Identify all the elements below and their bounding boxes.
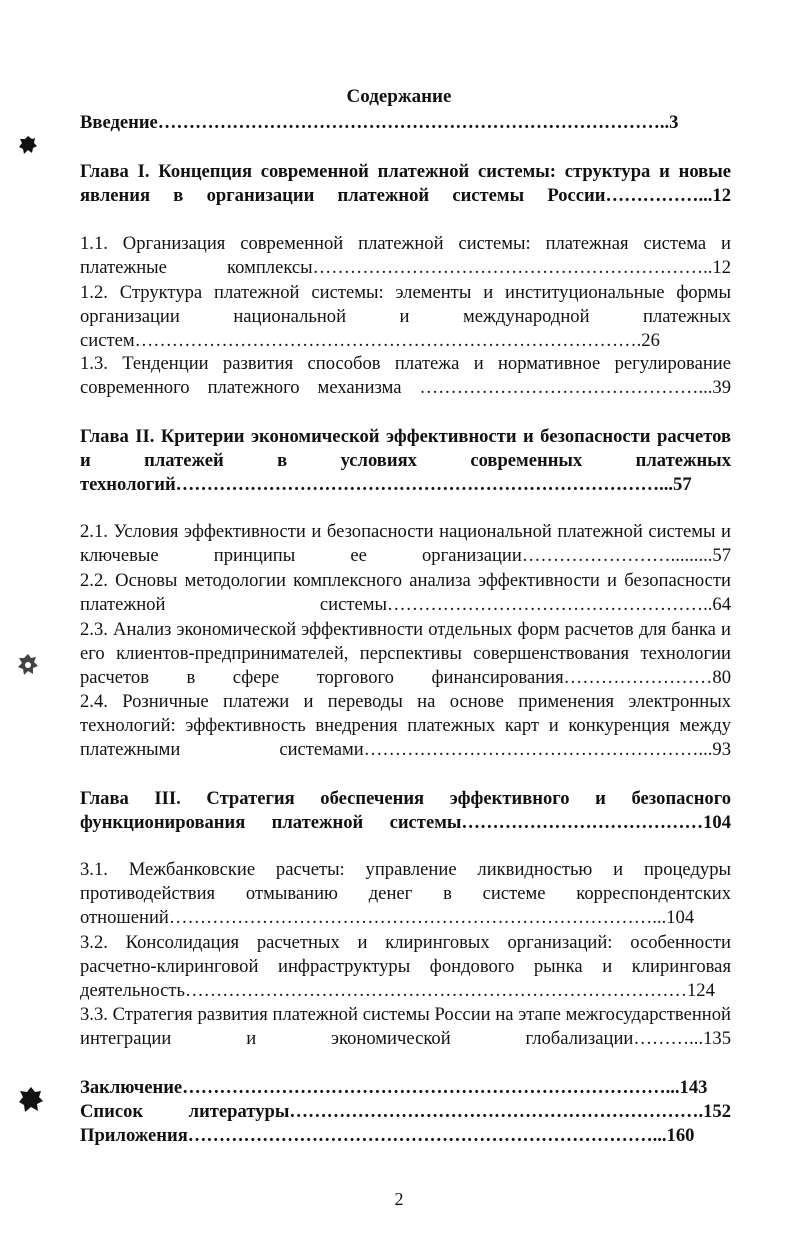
toc-entry-conclusion: Заключение……………………………………………………………………...143 [80,1077,708,1098]
toc-chapter-2: Глава II. Критерии экономической эффективности и безопасности расчетов и платежей в условиях современных платежных технологий……………………………………………………………………...57 [80,426,731,496]
toc-entry-introduction: Введение………………………………………………………………………..3 [80,112,679,133]
toc-section-2-3: 2.3. Анализ экономической эффективности отдельных форм расчетов для банка и его клиентов-предпринимателей, перспективы совершенствования технологии расчетов в сфере торгового финансирования……………………80 [80,619,731,689]
toc-section-2-1: 2.1. Условия эффективности и безопасности национальной платежной системы и ключевые принципы ее организации…………………….........57 [80,521,731,567]
toc-entry-appendices: Приложения…………………………………………………………………...160 [80,1125,695,1146]
toc-section-1-1: 1.1. Организация современной платежной системы: платежная система и платежные комплексы………………………………………………………..12 [80,233,731,279]
toc-entry-references: Список литературы………………………………………………………….152 [80,1101,731,1122]
toc-section-2-2: 2.2. Основы методологии комплексного анализа эффективности и безопасности платежной системы……………………………………………..64 [80,570,731,616]
toc-section-1-2: 1.2. Структура платежной системы: элементы и институциональные формы организации национальной и международной платежных систем……………………………………………………………………….26 [80,282,731,352]
toc-section-2-4: 2.4. Розничные платежи и переводы на основе применения электронных технологий: эффективность внедрения платежных карт и конкуренция между платежными системами………………………………………………...93 [80,691,731,761]
ink-blot-bottom [18,1086,44,1114]
toc-section-3-1: 3.1. Межбанковские расчеты: управление ликвидностью и процедуры противодействия отмыванию денег в системе корреспондентских отношений……………………………………………………………………...104 [80,859,731,929]
toc-section-3-2: 3.2. Консолидация расчетных и клиринговых организаций: особенности расчетно-клиринговой инфраструктуры фондового рынка и клиринговая деятельность………………………………………………………………………124 [80,932,731,1002]
toc-chapter-1: Глава I. Концепция современной платежной системы: структура и новые явления в организации платежной системы России……………...12 [80,161,731,207]
page-number: 2 [394,1189,404,1209]
toc-title: Содержание [346,86,452,107]
toc-section-1-3: 1.3. Тенденции развития способов платежа и нормативное регулирование современного платежного механизма ………………………………………...39 [80,353,731,399]
toc-chapter-3: Глава III. Стратегия обеспечения эффективного и безопасного функционирования платежной системы…………………………………104 [80,788,731,834]
ink-blot-top [18,134,38,156]
toc-section-3-3: 3.3. Стратегия развития платежной системы России на этапе межгосударственной интеграции и экономической глобализации………...135 [80,1004,731,1050]
ink-blot-middle [16,652,40,678]
